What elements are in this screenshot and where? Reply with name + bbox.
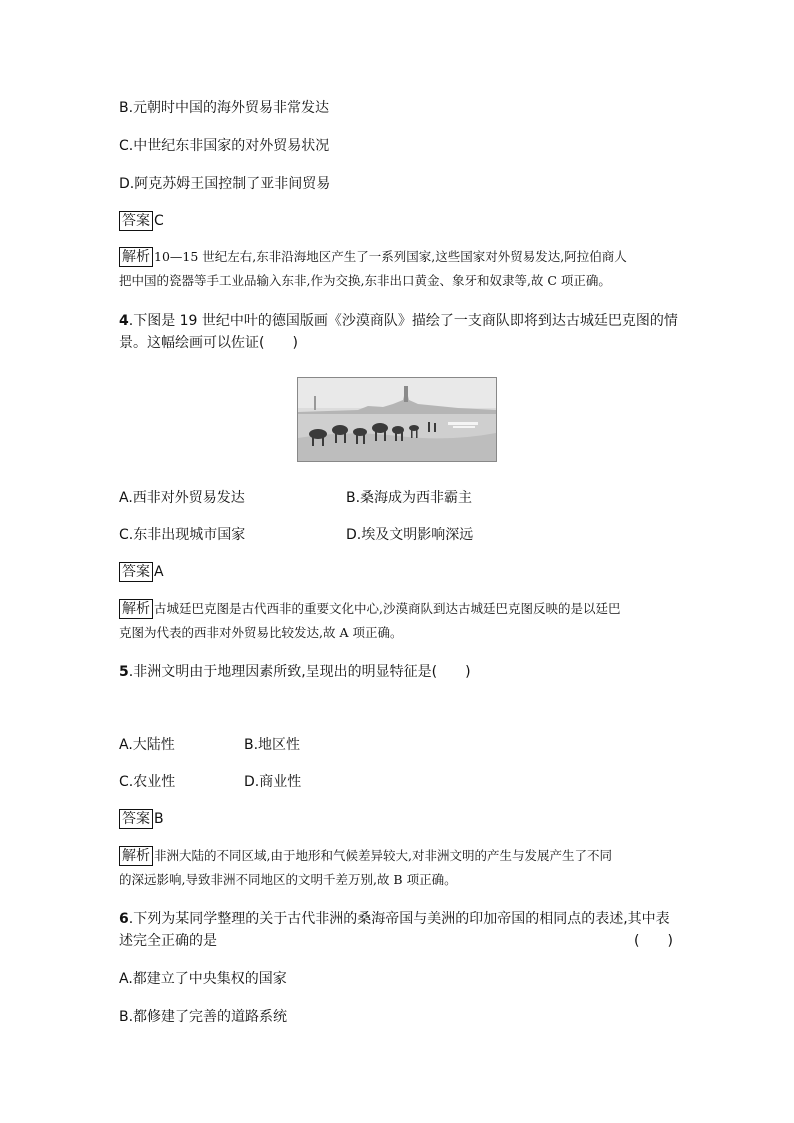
q6-answer-paren: ( )	[634, 933, 673, 949]
caravan-engraving	[297, 377, 497, 462]
question-number: 4	[119, 313, 129, 329]
q4-stem-line2: 景。这幅绘画可以佐证( )	[119, 335, 298, 351]
q5-explanation-line2: 的深远影响,导致非洲不同地区的文明千差万别,故 B 项正确。	[119, 872, 457, 887]
q5-stem: 5.非洲文明由于地理因素所致,呈现出的明显特征是( )	[119, 664, 471, 680]
q6-stem-line2: 述完全正确的是	[119, 933, 217, 949]
answer-label: 答案	[119, 562, 153, 582]
q5-option-b: B.地区性	[244, 737, 301, 753]
q3-option-b: B.元朝时中国的海外贸易非常发达	[119, 100, 330, 116]
answer-value: B	[154, 811, 164, 827]
answer-label: 答案	[119, 211, 153, 231]
explanation-label: 解析	[119, 247, 153, 267]
explanation-label: 解析	[119, 846, 153, 866]
answer-value: C	[154, 213, 164, 229]
q4-option-d: D.埃及文明影响深远	[346, 527, 474, 543]
explanation-label: 解析	[119, 599, 153, 619]
q3-explanation-line1: 解析 10—15 世纪左右,东非沿海地区产生了一系列国家,这些国家对外贸易发达,阿拉伯商人	[119, 247, 627, 267]
q5-answer-row	[119, 809, 164, 829]
question-number: 6	[119, 911, 129, 927]
q5-explanation-line1: 解析 非洲大陆的不同区域,由于地形和气候差异较大,对非洲文明的产生与发展产生了不同	[119, 846, 612, 866]
q6-option-b: B.都修建了完善的道路系统	[119, 1009, 288, 1025]
q4-stem-line1: 4.下图是 19 世纪中叶的德国版画《沙漠商队》描绘了一支商队即将到达古城廷巴克图的情	[119, 313, 678, 329]
q4-option-b: B.桑海成为西非霸主	[346, 490, 473, 506]
q4-explanation-line2: 克图为代表的西非对外贸易比较发达,故 A 项正确。	[119, 625, 403, 640]
answer-value: A	[154, 564, 164, 580]
q4-option-c: C.东非出现城市国家	[119, 527, 246, 543]
q4-answer-row	[119, 562, 164, 582]
q3-option-d: D.阿克苏姆王国控制了亚非间贸易	[119, 176, 331, 192]
q6-option-a: A.都建立了中央集权的国家	[119, 971, 287, 987]
q5-option-d: D.商业性	[244, 774, 302, 790]
q5-option-c: C.农业性	[119, 774, 176, 790]
q4-option-a: A.西非对外贸易发达	[119, 490, 245, 506]
question-number: 5	[119, 664, 129, 680]
answer-label: 答案	[119, 809, 153, 829]
q6-stem-line1: 6.下列为某同学整理的关于古代非洲的桑海帝国与美洲的印加帝国的相同点的表述,其中表	[119, 911, 670, 927]
q4-explanation-line1: 解析 古城廷巴克图是古代西非的重要文化中心,沙漠商队到达古城廷巴克图反映的是以廷巴	[119, 599, 620, 619]
q3-option-c: C.中世纪东非国家的对外贸易状况	[119, 138, 330, 154]
q3-answer-row	[119, 211, 164, 231]
q5-option-a: A.大陆性	[119, 737, 175, 753]
q3-explanation-line2: 把中国的瓷器等手工业品输入东非,作为交换,东非出口黄金、象牙和奴隶等,故 C 项正确。	[119, 273, 611, 288]
